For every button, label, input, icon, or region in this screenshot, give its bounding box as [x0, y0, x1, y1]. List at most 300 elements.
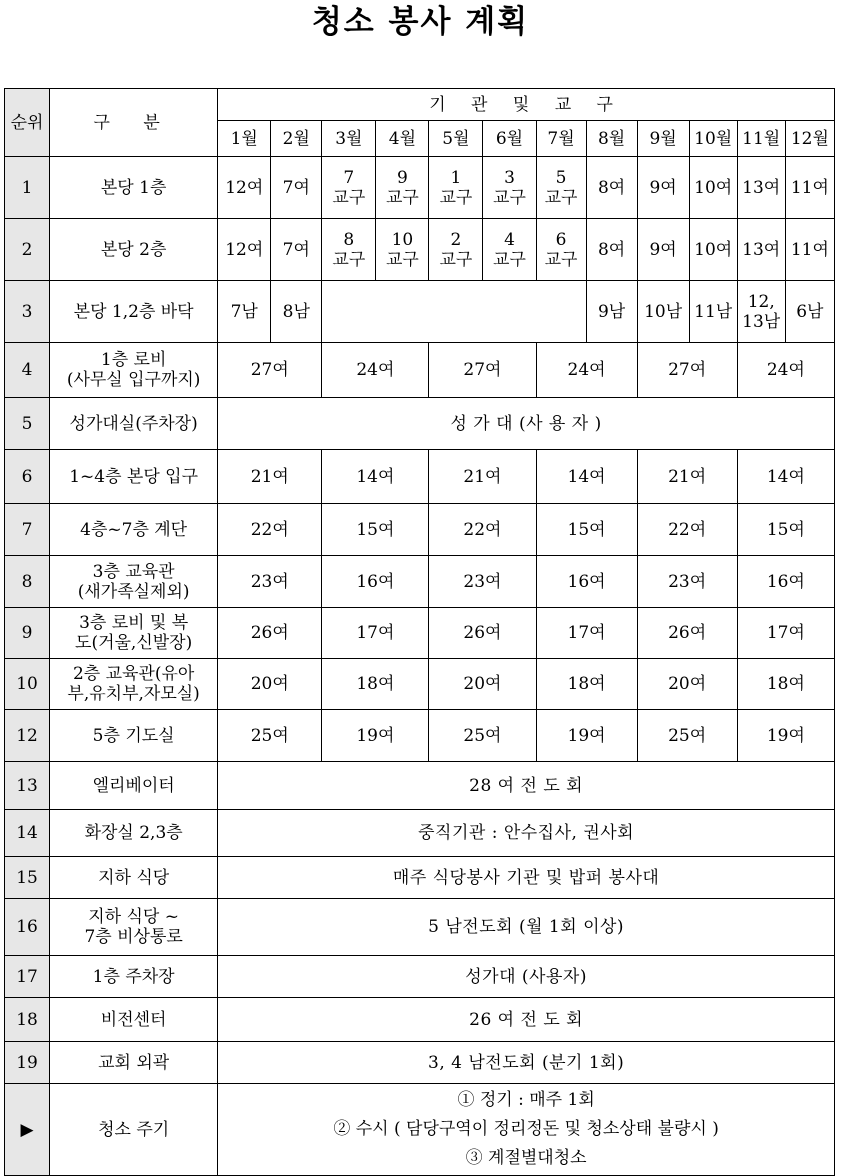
- header-division: 구 분: [50, 89, 218, 157]
- cell-text-line: 7남: [230, 301, 258, 322]
- cell-text-line: 9: [396, 167, 408, 188]
- cell-text-line: 20여: [250, 674, 289, 694]
- month-header: [536, 121, 586, 157]
- cell-text-line: 3: [504, 167, 515, 188]
- cell-text-line: 9여: [649, 239, 677, 260]
- month-header: [218, 121, 271, 157]
- cycle-item: ② 수시 ( 담당구역이 정리정돈 및 청소상태 불량시 ): [333, 1119, 719, 1139]
- cell-text-line: 19여: [567, 725, 606, 746]
- cell-text-line: 중직기관 : 안수집사, 권사회: [418, 823, 635, 843]
- table-row: [5, 556, 835, 608]
- month-cell: [218, 281, 271, 343]
- month-cell: [429, 219, 483, 281]
- cleaning-plan-table: [4, 88, 835, 1176]
- cell-text-line: 매주 식당봉사 기관 및 밥퍼 봉사대: [392, 867, 660, 888]
- bimonth-cell: [737, 504, 834, 556]
- row-number: [5, 710, 50, 762]
- cell-text-line: 20여: [668, 674, 707, 694]
- cell-text-line: 5: [21, 413, 33, 434]
- cell-text-line: 3, 4 남전도회 (분기 1회): [428, 1052, 625, 1073]
- cell-text-line: 15여: [567, 519, 606, 540]
- cell-text-line: 10여: [694, 239, 733, 260]
- row-category: [50, 956, 218, 998]
- cell-text-line: 20여: [463, 674, 502, 694]
- cell-text-line: 지하 식당 ~: [88, 907, 179, 927]
- cell-text-line: 21여: [668, 466, 707, 487]
- row-category: [50, 1042, 218, 1084]
- cell-text-line: 25여: [668, 725, 707, 746]
- bimonth-cell: [322, 710, 429, 762]
- month-cell: [737, 157, 785, 219]
- row-number: [5, 857, 50, 899]
- row-number: [5, 998, 50, 1042]
- cell-text-line: 도(거울,신발장): [75, 633, 193, 653]
- row-category: [50, 608, 218, 659]
- month-cell: [218, 157, 271, 219]
- cell-text-line: 지하 식당: [98, 867, 170, 888]
- cell-text-line: 26여: [250, 623, 289, 643]
- cell-text-line: 3월: [335, 128, 363, 149]
- cell-text-line: 23여: [668, 571, 707, 592]
- cell-text-line: 15여: [766, 519, 805, 540]
- table-row: [5, 810, 835, 857]
- cell-text-line: 교구: [493, 249, 526, 270]
- month-header: [429, 121, 483, 157]
- cell-text-line: 18여: [567, 674, 606, 694]
- cell-text-line: 7: [21, 519, 33, 540]
- cell-text-line: 15여: [356, 519, 395, 540]
- cell-text-line: 교구: [439, 249, 473, 270]
- month-cell: [271, 281, 322, 343]
- header-row-1: [5, 89, 835, 121]
- row-number: [5, 899, 50, 956]
- cell-text-line: 교구: [439, 187, 473, 208]
- cell-text-line: ▶: [20, 1119, 34, 1140]
- assignment-cell: [218, 1042, 835, 1084]
- cell-text-line: 18여: [356, 674, 395, 694]
- row-category: [50, 659, 218, 710]
- bimonth-cell: [536, 659, 637, 710]
- cell-text-line: 교회 외곽: [98, 1052, 170, 1073]
- row-category: [50, 343, 218, 398]
- cell-text-line: 6남: [796, 301, 824, 322]
- bimonth-cell: [737, 450, 834, 504]
- cycle-item: ① 정기 : 매주 1회: [457, 1090, 595, 1110]
- assignment-cell: [218, 810, 835, 857]
- cell-text-line: 2: [21, 239, 33, 260]
- month-cell: [689, 157, 737, 219]
- cycle-marker: [5, 1084, 50, 1176]
- cell-text-line: 6월: [495, 128, 524, 149]
- bimonth-cell: [637, 710, 737, 762]
- month-header: [689, 121, 737, 157]
- cell-text-line: 10: [391, 229, 414, 250]
- cell-text-line: 8남: [282, 301, 310, 322]
- cell-text-line: 13여: [742, 239, 781, 260]
- bimonth-cell: [429, 659, 536, 710]
- bimonth-cell: [429, 556, 536, 608]
- cell-text-line: 3층 로비 및 복: [79, 613, 189, 633]
- cell-text-line: 15: [16, 867, 38, 888]
- bimonth-cell: [737, 556, 834, 608]
- row-category: [50, 157, 218, 219]
- month-cell: [376, 219, 429, 281]
- month-cell: [322, 219, 376, 281]
- cell-text-line: 5 남전도회 (월 1회 이상): [428, 917, 625, 937]
- assignment-cell: [218, 398, 835, 450]
- cell-text-line: 25여: [250, 725, 289, 746]
- bimonth-cell: [637, 556, 737, 608]
- cycle-item: ③ 계절별대청소: [465, 1148, 587, 1168]
- bimonth-cell: [536, 504, 637, 556]
- row-category: [50, 556, 218, 608]
- cell-text-line: 엘리베이터: [92, 775, 175, 796]
- cell-text-line: 9월: [649, 128, 677, 149]
- cell-text-line: 교구: [332, 187, 366, 208]
- cell-text-line: 27여: [463, 360, 502, 380]
- document-title: 청소 봉사 계획: [311, 4, 530, 40]
- cell-text-line: 13: [16, 775, 38, 796]
- cell-text-line: 14여: [567, 466, 606, 487]
- row-category: [50, 281, 218, 343]
- cell-text-line: 성가대 (사용자): [465, 966, 587, 987]
- row-number: [5, 157, 50, 219]
- bimonth-cell: [536, 556, 637, 608]
- bimonth-cell: [737, 608, 834, 659]
- cell-text-line: 17여: [766, 623, 805, 643]
- cell-text-line: 본당 2층: [100, 239, 167, 260]
- cell-text-line: 11월: [742, 128, 781, 149]
- bimonth-cell: [218, 450, 322, 504]
- cell-text-line: 1층 주차장: [92, 966, 175, 987]
- row-category: [50, 762, 218, 810]
- cell-text-line: 11여: [790, 177, 829, 198]
- row-category: [50, 710, 218, 762]
- cell-text-line: 24여: [766, 360, 805, 380]
- month-header: [376, 121, 429, 157]
- row-category: [50, 504, 218, 556]
- bimonth-cell: [737, 710, 834, 762]
- cell-text-line: 8여: [597, 177, 626, 198]
- header-agency: 기 관 및 교 구: [218, 89, 835, 121]
- row-category: [50, 398, 218, 450]
- table-row: [5, 608, 835, 659]
- month-header: [483, 121, 536, 157]
- row-number: [5, 450, 50, 504]
- cell-text-line: 12: [16, 725, 38, 746]
- month-cell: [785, 281, 834, 343]
- month-cell: [689, 219, 737, 281]
- cell-text-line: 18: [16, 1009, 38, 1030]
- cell-text-line: 13여: [742, 177, 781, 198]
- empty-span-cell: [322, 281, 586, 343]
- cell-text-line: 12여: [225, 177, 264, 198]
- table-row: [5, 998, 835, 1042]
- cell-text-line: 12여: [225, 239, 264, 260]
- cell-text-line: 10: [16, 674, 38, 694]
- table-row: [5, 857, 835, 899]
- cell-text-line: 8여: [597, 239, 626, 260]
- table-row: [5, 157, 835, 219]
- cycle-items: [218, 1084, 835, 1176]
- bimonth-cell: [218, 556, 322, 608]
- month-header: [785, 121, 834, 157]
- cell-text-line: 28 여 전 도 회: [469, 775, 584, 796]
- cell-text-line: 성 가 대 (사 용 자 ): [450, 413, 602, 434]
- bimonth-cell: [429, 710, 536, 762]
- bimonth-cell: [322, 450, 429, 504]
- cell-text-line: 9여: [649, 177, 677, 198]
- cell-text-line: 8: [343, 229, 355, 250]
- cell-text-line: 25여: [463, 725, 502, 746]
- row-category: [50, 857, 218, 899]
- table-row: [5, 1042, 835, 1084]
- cell-text-line: 2월: [282, 128, 310, 149]
- table-row: [5, 281, 835, 343]
- cell-text-line: 9남: [597, 301, 626, 322]
- cell-text-line: 22여: [463, 519, 502, 540]
- cell-text-line: 17여: [567, 623, 606, 643]
- cell-text-line: 5층 기도실: [92, 725, 175, 746]
- row-number: [5, 956, 50, 998]
- cell-text-line: 4층~7층 계단: [80, 519, 188, 540]
- cell-text-line: 본당 1층: [100, 177, 167, 198]
- cycle-row: [5, 1084, 835, 1176]
- month-cell: [785, 157, 834, 219]
- month-cell: [737, 219, 785, 281]
- bimonth-cell: [637, 504, 737, 556]
- row-number: [5, 343, 50, 398]
- cell-text-line: 12월: [790, 128, 829, 149]
- row-category: [50, 450, 218, 504]
- bimonth-cell: [637, 659, 737, 710]
- bimonth-cell: [322, 659, 429, 710]
- bimonth-cell: [429, 450, 536, 504]
- row-number: [5, 504, 50, 556]
- cell-text-line: 7여: [282, 239, 310, 260]
- bimonth-cell: [218, 343, 322, 398]
- month-cell: [637, 157, 689, 219]
- bimonth-cell: [218, 659, 322, 710]
- cell-text-line: 16여: [766, 571, 805, 592]
- cell-text-line: 비전센터: [100, 1009, 167, 1030]
- month-cell: [429, 157, 483, 219]
- cell-text-line: 23여: [463, 571, 502, 592]
- cell-text-line: 7층 비상통로: [84, 927, 183, 947]
- assignment-cell: [218, 998, 835, 1042]
- cell-text-line: 18여: [766, 674, 805, 694]
- cell-text-line: 6: [21, 466, 33, 487]
- cell-text-line: 16: [16, 917, 38, 937]
- table-row: [5, 504, 835, 556]
- bimonth-cell: [218, 710, 322, 762]
- cell-text-line: 7: [343, 167, 355, 188]
- cell-text-line: 19: [16, 1052, 38, 1073]
- cell-text-line: 교구: [493, 187, 526, 208]
- table-row: [5, 450, 835, 504]
- cell-text-line: 7여: [282, 177, 310, 198]
- cycle-label: [50, 1084, 218, 1176]
- bimonth-cell: [536, 343, 637, 398]
- cell-text-line: 5: [555, 167, 567, 188]
- assignment-cell: [218, 956, 835, 998]
- cell-text-line: 24여: [356, 360, 395, 380]
- cell-text-line: 26여: [463, 623, 502, 643]
- table-row: [5, 899, 835, 956]
- bimonth-cell: [536, 450, 637, 504]
- cell-text-line: 교구: [385, 187, 419, 208]
- cell-text-line: 10여: [694, 177, 733, 198]
- cell-text-line: 14: [16, 823, 38, 843]
- cell-text-line: 1: [21, 177, 33, 198]
- cell-text-line: 16여: [567, 571, 606, 592]
- month-cell: [322, 157, 376, 219]
- month-cell: [483, 157, 536, 219]
- cell-text-line: 2층 교육관(유아: [72, 664, 195, 684]
- bimonth-cell: [429, 608, 536, 659]
- row-category: [50, 219, 218, 281]
- cell-text-line: 17: [16, 966, 38, 987]
- row-category: [50, 899, 218, 956]
- month-cell: [536, 219, 586, 281]
- cell-text-line: 17여: [356, 623, 395, 643]
- table-row: [5, 659, 835, 710]
- cell-text-line: 12,: [747, 291, 775, 312]
- cell-text-line: 11여: [790, 239, 829, 260]
- assignment-cell: [218, 899, 835, 956]
- row-number: [5, 608, 50, 659]
- table-row: [5, 956, 835, 998]
- cell-text-line: 23여: [250, 571, 289, 592]
- cell-text-line: (사무실 입구까지): [66, 370, 201, 390]
- month-cell: [483, 219, 536, 281]
- cell-text-line: 4월: [388, 128, 416, 149]
- cell-text-line: 14여: [766, 466, 805, 487]
- row-category: [50, 998, 218, 1042]
- cell-text-line: 2: [450, 229, 462, 250]
- month-header: [586, 121, 637, 157]
- month-header: [737, 121, 785, 157]
- cell-text-line: 21여: [463, 466, 502, 487]
- cell-text-line: 화장실 2,3층: [84, 823, 183, 843]
- cell-text-line: 10남: [644, 301, 683, 322]
- bimonth-cell: [637, 608, 737, 659]
- row-number: [5, 398, 50, 450]
- bimonth-cell: [536, 608, 637, 659]
- cell-text-line: 27여: [250, 360, 289, 380]
- cell-text-line: 26여: [668, 623, 707, 643]
- cell-text-line: 10월: [694, 128, 733, 149]
- cell-text-line: 9: [21, 623, 33, 643]
- cell-text-line: 교구: [332, 249, 366, 270]
- cell-text-line: (새가족실제외): [77, 581, 190, 602]
- bimonth-cell: [429, 343, 536, 398]
- cell-text-line: 4: [504, 229, 515, 250]
- cell-text-line: 교구: [544, 249, 578, 270]
- bimonth-cell: [322, 556, 429, 608]
- table-row: [5, 710, 835, 762]
- row-number: [5, 762, 50, 810]
- row-number: [5, 556, 50, 608]
- bimonth-cell: [637, 343, 737, 398]
- cell-text-line: 부,유치부,자모실): [67, 684, 200, 704]
- cell-text-line: 6: [555, 229, 567, 250]
- cell-text-line: 1층 로비: [100, 350, 167, 370]
- month-cell: [689, 281, 737, 343]
- month-cell: [785, 219, 834, 281]
- month-header: [637, 121, 689, 157]
- cell-text-line: 교구: [544, 187, 578, 208]
- cell-text-line: 8: [21, 571, 33, 592]
- month-cell: [737, 281, 785, 343]
- cell-text-line: 14여: [356, 466, 395, 487]
- bimonth-cell: [322, 608, 429, 659]
- month-cell: [586, 219, 637, 281]
- cell-text-line: 16여: [356, 571, 395, 592]
- cell-text-line: 7월: [547, 128, 575, 149]
- row-number: [5, 219, 50, 281]
- assignment-cell: [218, 857, 835, 899]
- cell-text-line: 19여: [766, 725, 805, 746]
- bimonth-cell: [737, 659, 834, 710]
- cell-text-line: 청소 주기: [98, 1119, 170, 1140]
- month-cell: [586, 157, 637, 219]
- cell-text-line: 22여: [250, 519, 289, 540]
- month-header: [322, 121, 376, 157]
- row-category: [50, 810, 218, 857]
- month-cell: [271, 157, 322, 219]
- cell-text-line: 22여: [668, 519, 707, 540]
- bimonth-cell: [322, 343, 429, 398]
- table-row: [5, 343, 835, 398]
- assignment-cell: [218, 762, 835, 810]
- cell-text-line: 4: [21, 360, 33, 380]
- cell-text-line: 1~4층 본당 입구: [69, 466, 199, 487]
- cell-text-line: 8월: [597, 128, 626, 149]
- bimonth-cell: [737, 343, 834, 398]
- cell-text-line: 5월: [442, 128, 470, 149]
- cell-text-line: 1: [450, 167, 462, 188]
- cell-text-line: 1월: [230, 128, 258, 149]
- month-cell: [586, 281, 637, 343]
- cell-text-line: 24여: [567, 360, 606, 380]
- cell-text-line: 본당 1,2층 바닥: [73, 301, 194, 322]
- cell-text-line: 3: [21, 301, 33, 322]
- table-row: [5, 762, 835, 810]
- cell-text-line: 11남: [694, 301, 733, 322]
- cell-text-line: 27여: [668, 360, 707, 380]
- row-number: [5, 281, 50, 343]
- month-cell: [637, 219, 689, 281]
- bimonth-cell: [536, 710, 637, 762]
- cell-text-line: 19여: [356, 725, 395, 746]
- month-cell: [637, 281, 689, 343]
- cell-text-line: 3층 교육관: [92, 561, 175, 582]
- table-row: [5, 219, 835, 281]
- cell-text-line: 교구: [385, 249, 419, 270]
- table-row: [5, 398, 835, 450]
- month-cell: [536, 157, 586, 219]
- bimonth-cell: [218, 608, 322, 659]
- row-number: [5, 659, 50, 710]
- month-cell: [218, 219, 271, 281]
- bimonth-cell: [322, 504, 429, 556]
- bimonth-cell: [637, 450, 737, 504]
- header-rank: 순위: [5, 89, 50, 157]
- cell-text-line: 21여: [250, 466, 289, 487]
- bimonth-cell: [218, 504, 322, 556]
- cell-text-line: 13남: [742, 311, 781, 332]
